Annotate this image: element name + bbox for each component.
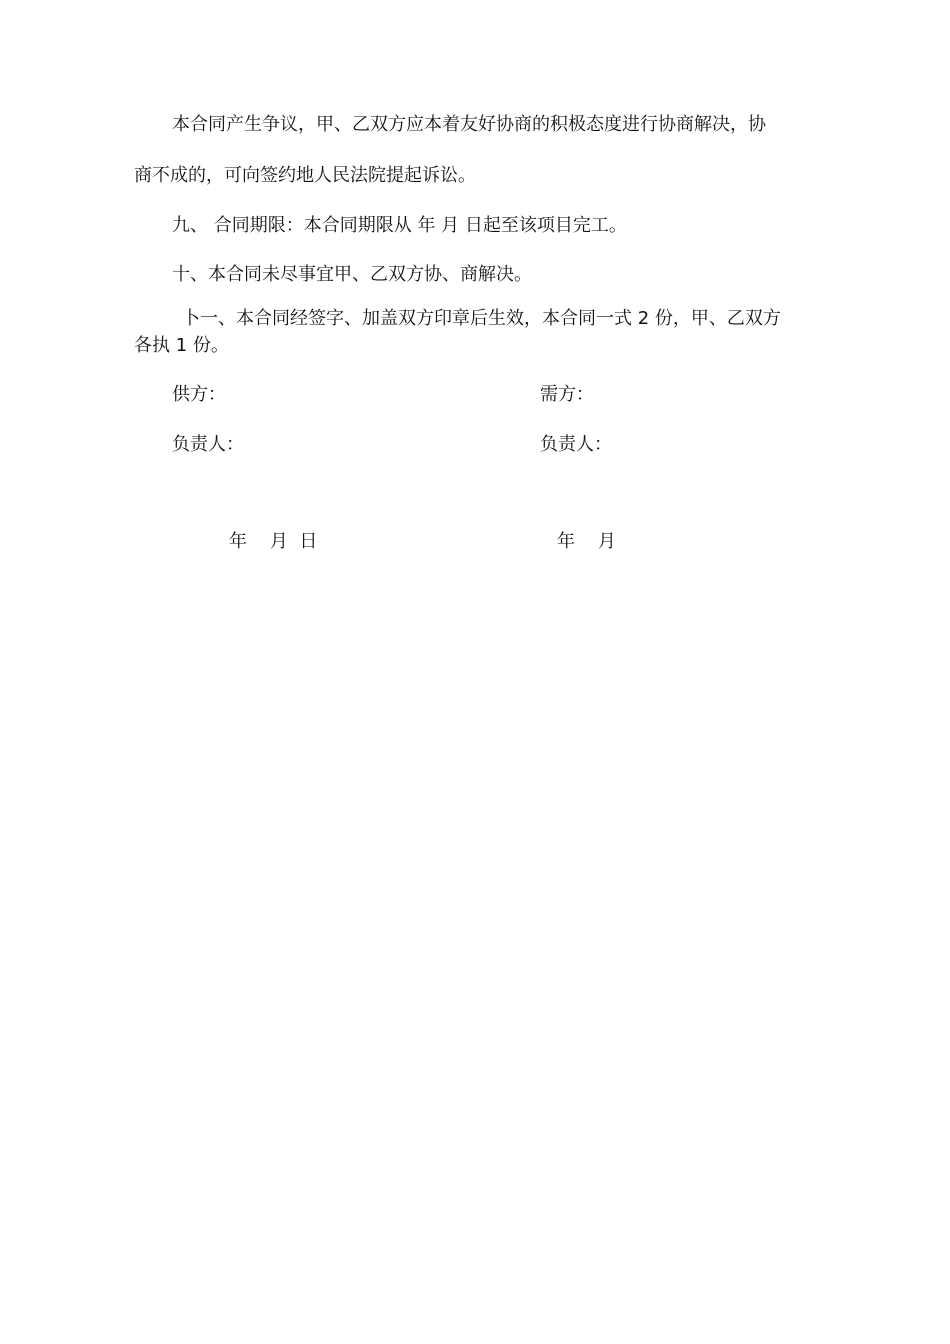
- buyer-label: 需方：: [540, 384, 594, 405]
- paragraph-effectiveness-line1: 卜一、本合同经签字、加盖双方印章后生效，本合同一式 2 份，甲、乙双方: [182, 308, 781, 329]
- buyer-date: 年 月: [557, 531, 616, 552]
- paragraph-effectiveness-line2: 各执 1 份。: [134, 335, 229, 356]
- paragraph-contract-term: 九、 合同期限：本合同期限从 年 月 日起至该项目完工。: [172, 215, 627, 236]
- supplier-label: 供方：: [172, 384, 226, 405]
- paragraph-dispute-line1: 本合同产生争议，甲、乙双方应本着友好协商的积极态度进行协商解决，协: [172, 114, 766, 135]
- buyer-representative-label: 负责人：: [540, 434, 612, 455]
- supplier-representative-label: 负责人：: [172, 434, 244, 455]
- paragraph-dispute-line2: 商不成的，可向签约地人民法院提起诉讼。: [134, 165, 476, 186]
- paragraph-unresolved-matters: 十、本合同未尽事宜甲、乙双方协、商解决。: [172, 264, 532, 285]
- supplier-date: 年 月 日: [229, 531, 318, 552]
